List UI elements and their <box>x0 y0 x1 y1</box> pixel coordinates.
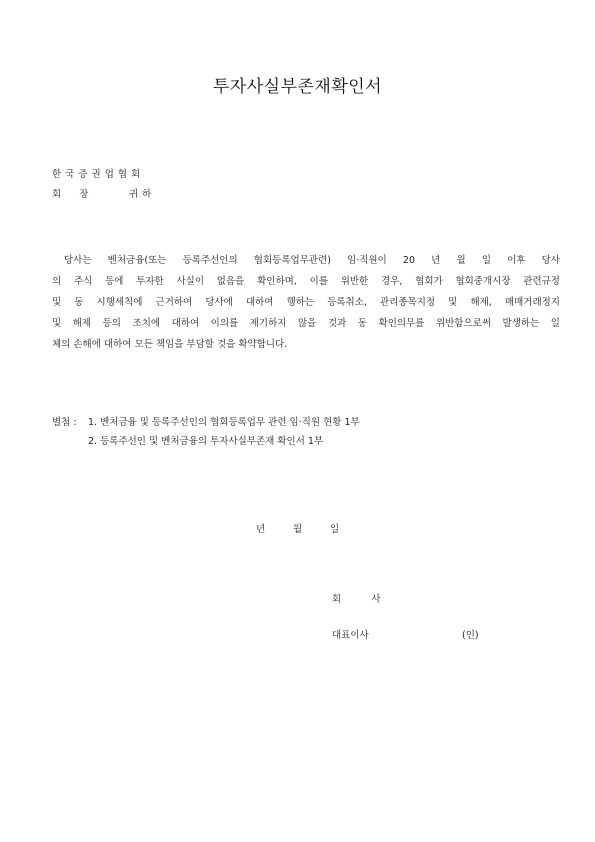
recipient-honorific: 귀하 <box>129 189 156 200</box>
recipient-org: 한국증권업협회 <box>52 169 145 180</box>
date-day: 일 <box>330 524 340 535</box>
attachment-item-2: 2. 등록주선인 및 벤처금융의 투자사실부존재 확인서 1부 <box>88 436 324 447</box>
date-month: 월 <box>293 524 303 535</box>
signature-seal-label: (인) <box>462 630 479 641</box>
signature-ceo-label: 대표이사 <box>332 630 369 641</box>
body-line-4: 및 해제 등의 조치에 대하여 이의를 제기하지 않을 것과 동 확인의무를 위반함으로써 발생하는 일 <box>52 318 560 329</box>
body-line-2: 의 주식 등에 투자한 사실이 없음을 확인하며, 이를 위반한 경우, 협회가 협회중개시장 관련규정 <box>52 276 560 287</box>
attachment-item-1: 1. 벤처금융 및 등록주선인의 협회등록업무 관련 임·직원 현황 1부 <box>88 417 360 428</box>
body-line-1: 당사는 벤처금융(또는 등록주선인의 협회등록업무관련) 임·직원이 20 년 월 일 이후 당사 <box>64 255 560 266</box>
signature-company-label: 회 사 <box>332 594 381 605</box>
recipient-role: 회 장 <box>52 189 89 200</box>
date-year: 년 <box>256 524 266 535</box>
body-line-5: 체의 손해에 대하여 모든 책임을 부담할 것을 확약합니다. <box>52 339 288 350</box>
attachments-label: 별첨 : <box>52 417 77 428</box>
confirmation-paragraph <box>52 250 560 355</box>
body-line-3: 및 동 시행세칙에 근거하여 당사에 대하여 행하는 등록취소, 관리종목지정 및 해제, 매매거래정지 <box>52 297 560 308</box>
document-title: 투자사실부존재확인서 <box>212 77 383 97</box>
